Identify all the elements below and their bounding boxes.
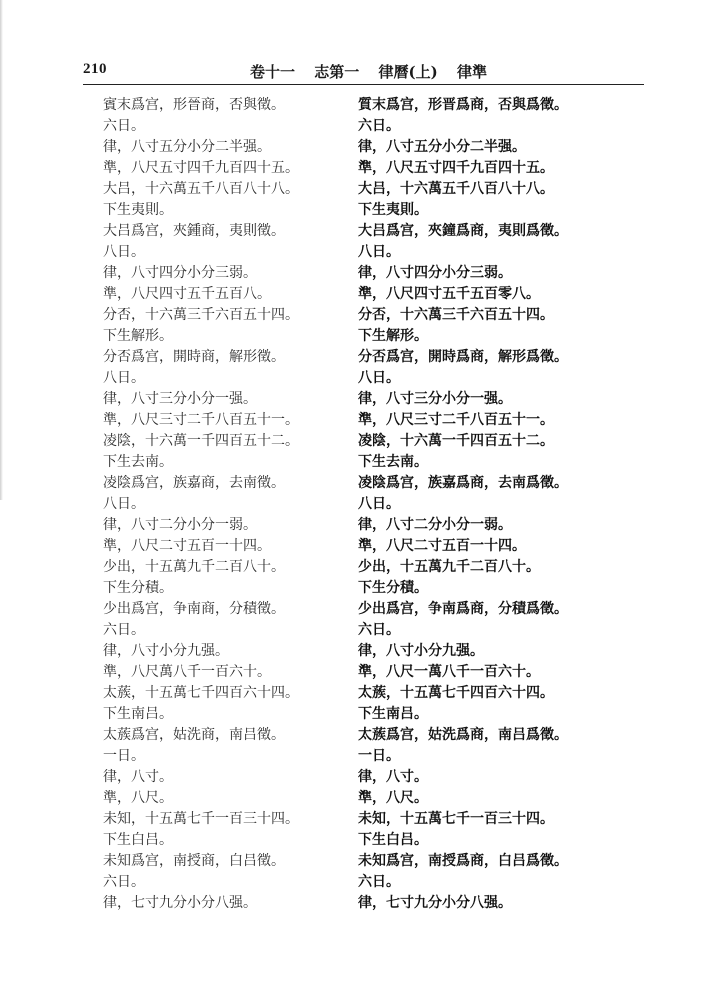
- text-line: 準，八尺二寸五百一十四。: [103, 538, 271, 554]
- text-line: 準，八尺。: [103, 790, 173, 806]
- text-line: 準，八尺三寸二千八百五十一。: [103, 412, 299, 428]
- text-line: 凌陰爲宫，族嘉商，去南徵。: [103, 475, 285, 491]
- text-line: 準，八尺五寸四千九百四十五。: [103, 160, 299, 176]
- running-head-section: 志第一: [314, 63, 360, 81]
- text-line: 律，八寸小分九强。: [103, 643, 229, 659]
- running-head-chapter: 律曆(上): [378, 63, 438, 81]
- text-line: 準，八尺四寸五千五百八。: [103, 286, 271, 302]
- text-line: 下生南吕。: [103, 706, 173, 722]
- text-line: 少出爲宫，争南爲商，分積爲徵。: [358, 601, 568, 617]
- text-line: 下生去南。: [103, 454, 173, 470]
- text-line: 準，八尺萬八千一百六十。: [103, 664, 271, 680]
- text-line: 律，八寸。: [103, 769, 173, 785]
- text-line: 未知，十五萬七千一百三十四。: [358, 811, 554, 827]
- text-line: 下生白吕。: [103, 832, 173, 848]
- page-number: 210: [83, 61, 107, 77]
- left-column-original-text: [103, 95, 299, 914]
- text-line: 下生南吕。: [358, 706, 428, 722]
- text-line: 太蔟爲宫，姑洗商，南吕徵。: [103, 727, 285, 743]
- text-line: 大吕，十六萬五千八百八十八。: [358, 181, 554, 197]
- running-head-volume: 卷十一: [250, 63, 296, 81]
- text-line: 律，八寸二分小分一弱。: [103, 517, 257, 533]
- text-line: 下生夷則。: [103, 202, 173, 218]
- text-line: 下生分積。: [358, 580, 428, 596]
- text-line: 準，八尺二寸五百一十四。: [358, 538, 526, 554]
- text-line: 未知，十五萬七千一百三十四。: [103, 811, 299, 827]
- text-line: 六日。: [103, 118, 145, 134]
- text-line: 八日。: [103, 370, 145, 386]
- text-line: 大吕爲宫，夾鐘爲商，夷則爲徵。: [358, 223, 568, 239]
- text-line: 下生白吕。: [358, 832, 428, 848]
- text-line: 六日。: [358, 874, 400, 890]
- running-head-topic: 律準: [456, 63, 487, 81]
- text-line: 律，八寸三分小分一强。: [103, 391, 257, 407]
- text-line: 律，八寸二分小分一弱。: [358, 517, 512, 533]
- text-line: 六日。: [103, 874, 145, 890]
- text-line: 凌陰，十六萬一千四百五十二。: [358, 433, 554, 449]
- text-line: 八日。: [103, 244, 145, 260]
- text-line: 一日。: [103, 748, 145, 764]
- text-line: 下生解形。: [103, 328, 173, 344]
- text-line: 少出爲宫，争南商，分積徵。: [103, 601, 285, 617]
- text-line: 凌陰，十六萬一千四百五十二。: [103, 433, 299, 449]
- text-line: 太蔟，十五萬七千四百六十四。: [103, 685, 299, 701]
- text-line: 分否爲宫，開時商，解形徵。: [103, 349, 285, 365]
- text-line: 凌陰爲宫，族嘉爲商，去南爲徵。: [358, 475, 568, 491]
- text-line: 律，八寸五分小分二半强。: [358, 139, 526, 155]
- scan-edge-shadow: [0, 0, 3, 500]
- text-line: 準，八尺五寸四千九百四十五。: [358, 160, 554, 176]
- text-line: 律，八寸四分小分三弱。: [358, 265, 512, 281]
- text-line: 八日。: [358, 370, 400, 386]
- text-line: 少出，十五萬九千二百八十。: [358, 559, 540, 575]
- text-line: 準，八尺四寸五千五百零八。: [358, 286, 540, 302]
- text-line: 八日。: [103, 496, 145, 512]
- text-line: 太蔟，十五萬七千四百六十四。: [358, 685, 554, 701]
- text-line: 質末爲宫，形晋爲商，否與爲徵。: [358, 97, 568, 113]
- text-line: 準，八尺。: [358, 790, 428, 806]
- text-line: 律，八寸。: [358, 769, 428, 785]
- text-line: 律，七寸九分小分八强。: [103, 895, 257, 911]
- header-rule: [83, 84, 644, 85]
- text-line: 一日。: [358, 748, 400, 764]
- text-line: 八日。: [358, 496, 400, 512]
- text-line: 律，七寸九分小分八强。: [358, 895, 512, 911]
- text-line: 準，八尺一萬八千一百六十。: [358, 664, 540, 680]
- text-line: 下生解形。: [358, 328, 428, 344]
- text-line: 準，八尺三寸二千八百五十一。: [358, 412, 554, 428]
- text-line: 少出，十五萬九千二百八十。: [103, 559, 285, 575]
- right-column-collated-text: [358, 95, 568, 914]
- text-line: 六日。: [358, 118, 400, 134]
- text-line: 六日。: [358, 622, 400, 638]
- text-line: 分否，十六萬三千六百五十四。: [103, 307, 299, 323]
- text-line: 太蔟爲宫，姑洗爲商，南吕爲徵。: [358, 727, 568, 743]
- text-line: 賓末爲宫，形晉商，否與徵。: [103, 97, 285, 113]
- text-line: 律，八寸四分小分三弱。: [103, 265, 257, 281]
- text-line: 律，八寸小分九强。: [358, 643, 484, 659]
- text-line: 大吕，十六萬五千八百八十八。: [103, 181, 299, 197]
- text-line: 六日。: [103, 622, 145, 638]
- text-line: 未知爲宫，南授爲商，白吕爲徵。: [358, 853, 568, 869]
- running-head: [250, 61, 501, 82]
- text-line: 下生分積。: [103, 580, 173, 596]
- text-line: 下生夷則。: [358, 202, 428, 218]
- text-line: 下生去南。: [358, 454, 428, 470]
- text-line: 分否爲宫，開時爲商，解形爲徵。: [358, 349, 568, 365]
- text-line: 律，八寸三分小分一强。: [358, 391, 512, 407]
- text-line: 未知爲宫，南授商，白吕徵。: [103, 853, 285, 869]
- text-line: 分否，十六萬三千六百五十四。: [358, 307, 554, 323]
- text-line: 大吕爲宫，夾鍾商，夷則徵。: [103, 223, 285, 239]
- text-line: 八日。: [358, 244, 400, 260]
- text-line: 律，八寸五分小分二半强。: [103, 139, 271, 155]
